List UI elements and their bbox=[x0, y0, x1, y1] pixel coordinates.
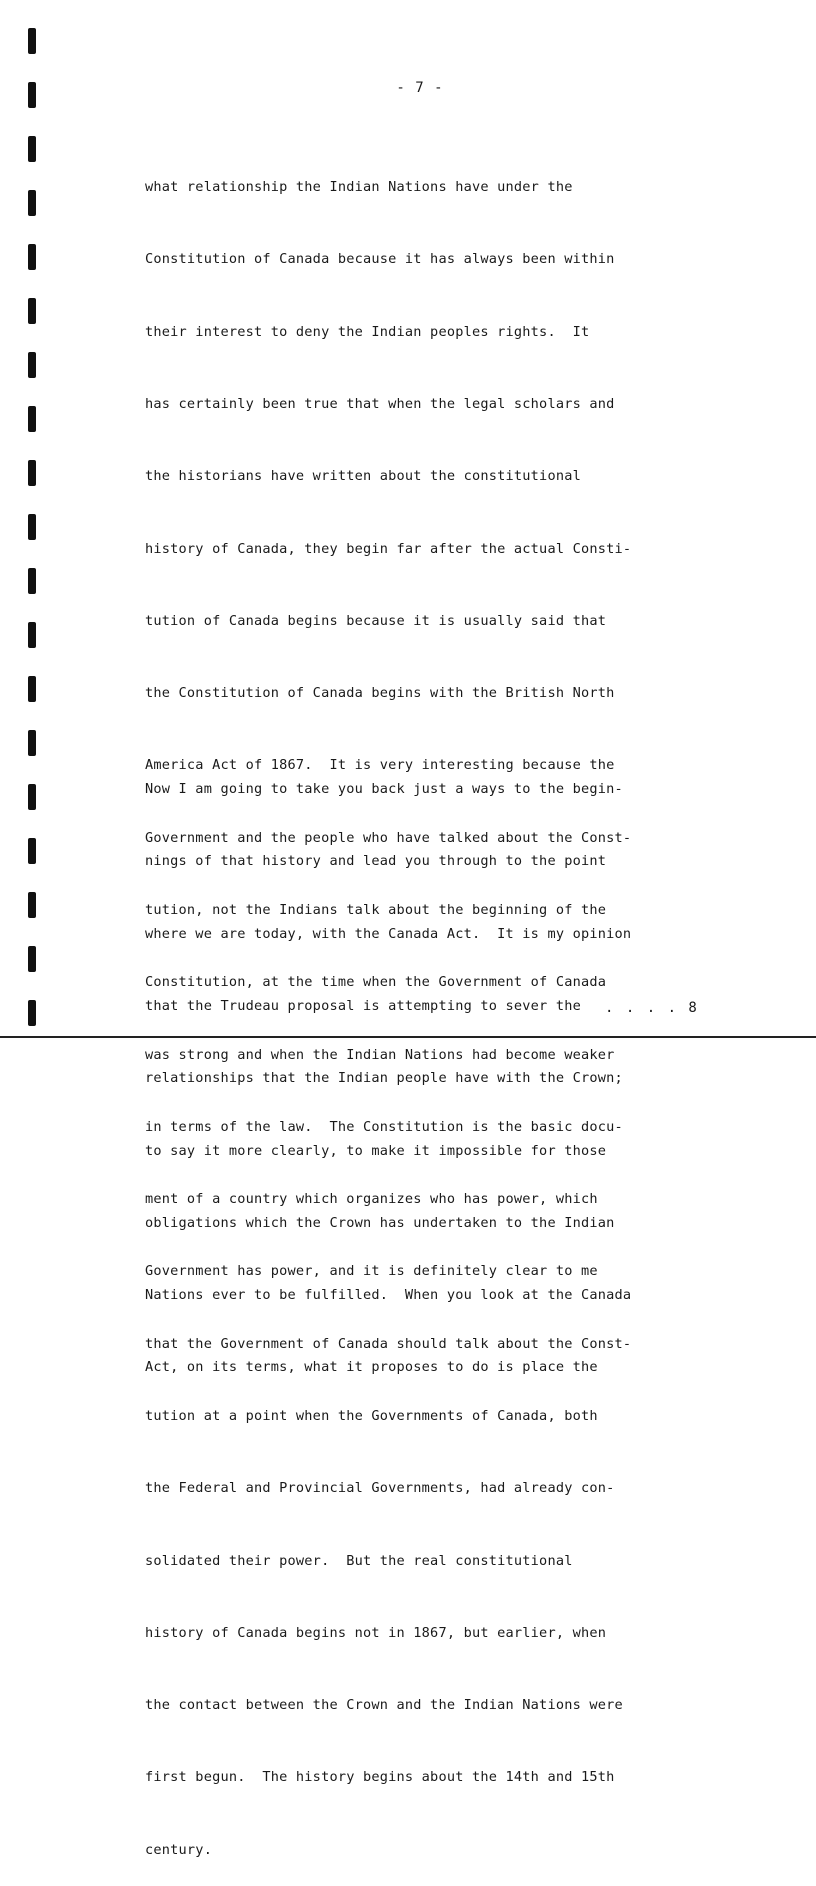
text-line: that the Trudeau proposal is attempting to sever the bbox=[145, 998, 581, 1015]
paragraph-2 bbox=[145, 729, 715, 1404]
text-line: tution, not the Indians talk about the beginning of the bbox=[145, 902, 607, 918]
text-line: history of Canada, they begin far after the actual Consti- bbox=[145, 540, 632, 557]
binding-hole bbox=[28, 730, 36, 756]
binding-hole bbox=[28, 946, 36, 972]
text-line: first begun. The history begins about the 14th and 15th bbox=[145, 1769, 615, 1786]
binding-hole bbox=[28, 514, 36, 540]
text-line: the Federal and Provincial Governments, had already con- bbox=[145, 1480, 615, 1497]
text-line: Government has power, and it is definitely clear to me bbox=[145, 1263, 598, 1280]
binding-holes bbox=[22, 0, 42, 1055]
text-line: relationships that the Indian people have with the Crown; bbox=[145, 1070, 623, 1087]
text-line: Act, on its terms, what it proposes to do is place the bbox=[145, 1359, 598, 1376]
bottom-rule bbox=[0, 1036, 816, 1038]
text-line: century. bbox=[145, 1841, 213, 1858]
binding-hole bbox=[28, 28, 36, 54]
text-line: tution of Canada begins because it is usually said that bbox=[145, 612, 607, 629]
text-line: ment of a country which organizes who has power, which bbox=[145, 1191, 598, 1208]
binding-hole bbox=[28, 676, 36, 702]
text-line: was strong and when the Indian Nations had become weaker bbox=[145, 1046, 615, 1063]
binding-hole bbox=[28, 190, 36, 216]
text-line: tution at a point when the Governments of Canada, both bbox=[145, 1407, 598, 1424]
text-line: Nations ever to be fulfilled. When you look at the Canada bbox=[145, 1287, 632, 1304]
text-line: has certainly been true that when the legal scholars and bbox=[145, 396, 615, 413]
text-line: the Constitution of Canada begins with the British North bbox=[145, 685, 615, 702]
text-line: in terms of the law. The Constitution is the basic docu- bbox=[145, 1118, 623, 1135]
binding-hole bbox=[28, 460, 36, 486]
binding-hole bbox=[28, 352, 36, 378]
text-line: Constitution, at the time when the Government of Canada bbox=[145, 974, 607, 991]
text-line: Now I am going to take you back just a ways to the begin- bbox=[145, 781, 623, 798]
binding-hole bbox=[28, 1000, 36, 1026]
binding-hole bbox=[28, 892, 36, 918]
binding-hole bbox=[28, 622, 36, 648]
page-number: - 7 - bbox=[396, 80, 444, 96]
binding-hole bbox=[28, 784, 36, 810]
text-line: their interest to deny the Indian peoples rights. It bbox=[145, 323, 590, 340]
continuation-marker: . . . . 8 bbox=[605, 1000, 699, 1016]
binding-hole bbox=[28, 838, 36, 864]
text-line: the contact between the Crown and the Indian Nations were bbox=[145, 1697, 623, 1714]
binding-hole bbox=[28, 136, 36, 162]
binding-hole bbox=[28, 298, 36, 324]
text-line: nings of that history and lead you through to the point bbox=[145, 853, 607, 870]
text-line: to say it more clearly, to make it impossible for those bbox=[145, 1142, 607, 1159]
binding-hole bbox=[28, 244, 36, 270]
binding-hole bbox=[28, 406, 36, 432]
text-line: America Act of 1867. It is very interesting because the bbox=[145, 757, 615, 774]
text-line: Government and the people who have talked about the Const- bbox=[145, 829, 632, 846]
text-line: Constitution of Canada because it has always been within bbox=[145, 251, 615, 268]
text-line: what relationship the Indian Nations have under the bbox=[145, 179, 573, 196]
text-line: history of Canada begins not in 1867, but earlier, when bbox=[145, 1624, 607, 1641]
text-line: that the Government of Canada should talk about the Const- bbox=[145, 1335, 632, 1352]
text-line: solidated their power. But the real constitutional bbox=[145, 1552, 573, 1569]
binding-hole bbox=[28, 568, 36, 594]
text-line: obligations which the Crown has undertaken to the Indian bbox=[145, 1214, 615, 1231]
text-line: the historians have written about the constitutional bbox=[145, 468, 581, 485]
text-line: where we are today, with the Canada Act. It is my opinion bbox=[145, 925, 632, 942]
